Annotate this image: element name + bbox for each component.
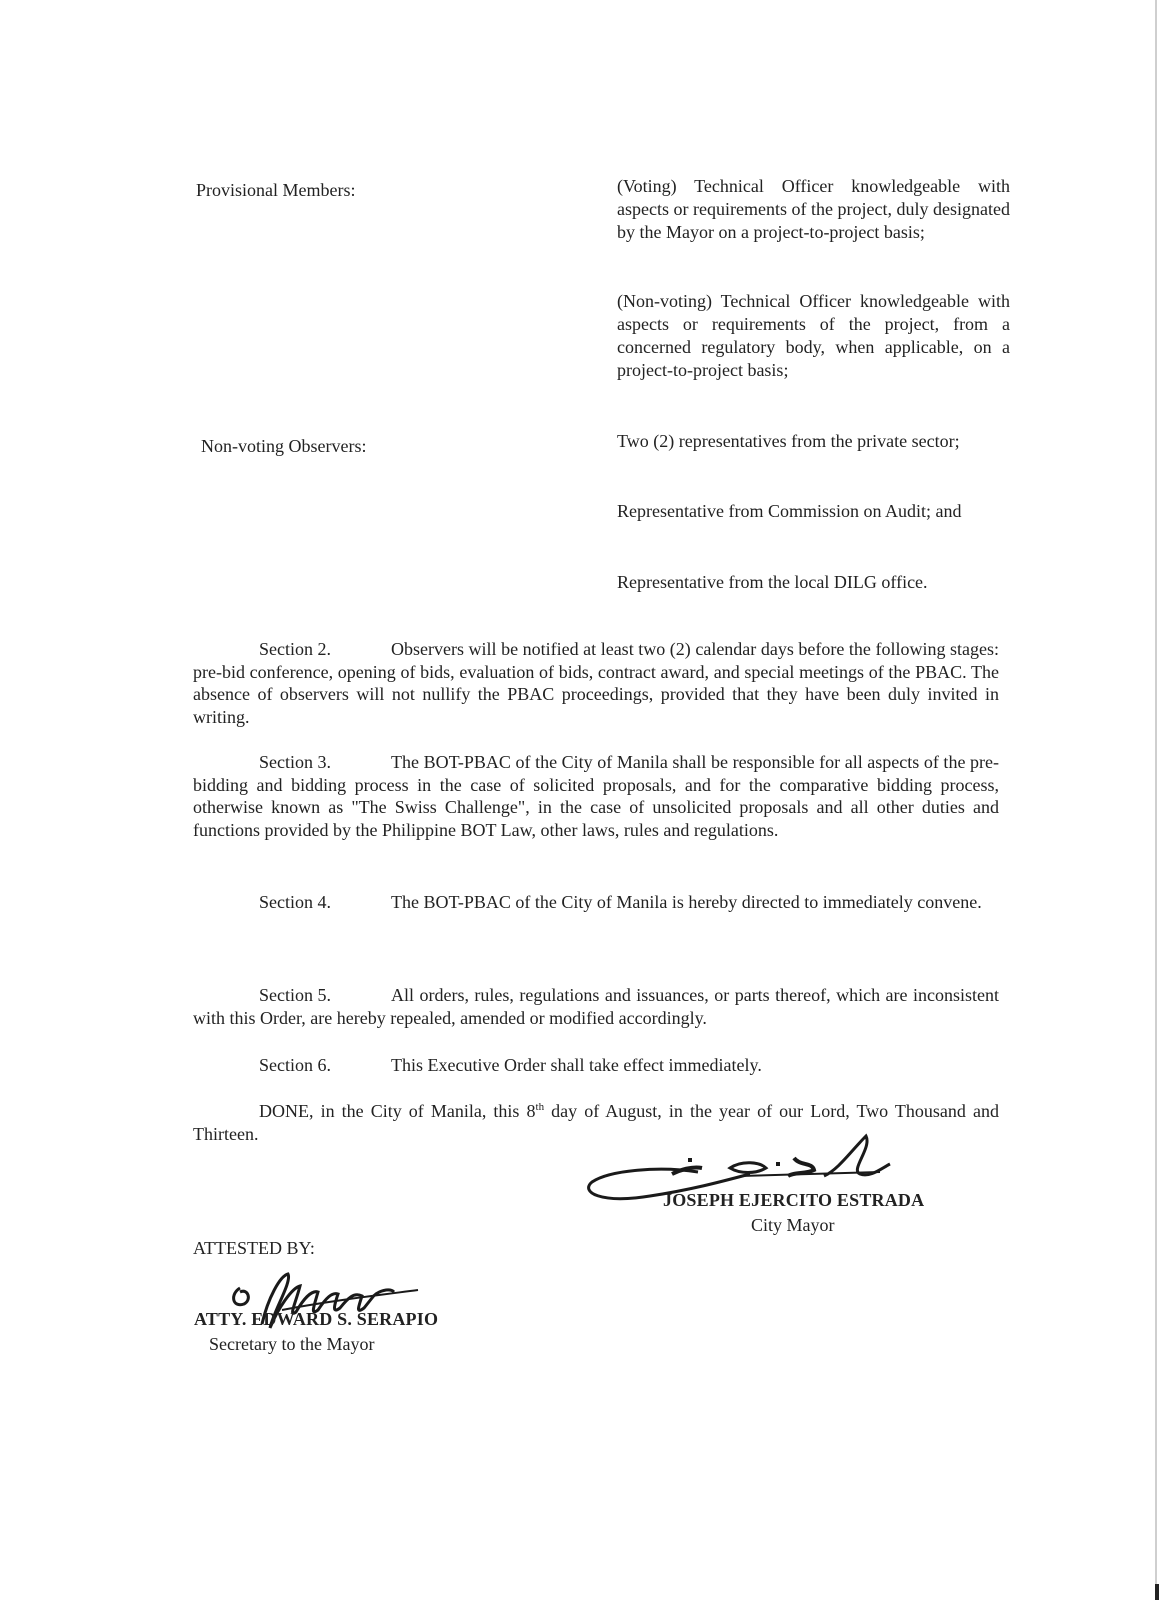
section-3-paragraph <box>193 751 999 841</box>
mayor-title: City Mayor <box>751 1215 835 1235</box>
section-5-paragraph <box>193 984 999 1029</box>
section-6-text: This Executive Order shall take effect immediately. <box>391 1055 762 1075</box>
section-4-paragraph <box>193 891 999 914</box>
done-clause: DONE, in the City of Manila, this 8th day of August, in the year of our Lord, Two Thousand and Thirteen. <box>193 1101 999 1144</box>
section-2-text: Observers will be notified at least two (2) calendar days before the following stages: pre-bid conference, opening of bids, evaluation of bids, contract award, and special meetings of the PBAC. The absence of observers will not nullify the PBAC proceedings, provided that they have been duly invited in writing. <box>193 639 999 727</box>
provisional-item-voting: (Voting) Technical Officer knowledgeable with aspects or requirements of the project, duly designated by the Mayor on a project-to-project basis; <box>617 176 1010 242</box>
secretary-name: ATTY. EDWARD S. SERAPIO <box>194 1309 439 1329</box>
section-6-paragraph <box>193 1054 999 1077</box>
observer-item-dilg: Representative from the local DILG office. <box>617 572 928 592</box>
attested-by-label: ATTESTED BY: <box>193 1238 315 1258</box>
section-2-label: Section 2. <box>259 639 331 659</box>
section-5-label: Section 5. <box>259 985 331 1005</box>
provisional-members-label: Provisional Members: <box>196 180 356 200</box>
section-5-text: All orders, rules, regulations and issuances, or parts thereof, which are inconsistent with this Order, are hereby repealed, amended or modified accordingly. <box>193 985 999 1028</box>
scan-edge-mark <box>1155 1584 1159 1600</box>
non-voting-observers-label: Non-voting Observers: <box>201 436 367 456</box>
mayor-name: JOSEPH EJERCITO ESTRADA <box>663 1190 925 1210</box>
observer-item-coa: Representative from Commission on Audit; and <box>617 501 962 521</box>
section-4-label: Section 4. <box>259 892 331 912</box>
scan-edge-line <box>1155 0 1157 1600</box>
provisional-item-non-voting: (Non-voting) Technical Officer knowledgeable with aspects or requirements of the project, from a concerned regulatory body, when applicable, on a project-to-project basis; <box>617 291 1010 380</box>
section-3-label: Section 3. <box>259 752 331 772</box>
secretary-title: Secretary to the Mayor <box>209 1334 375 1354</box>
observer-item-private-sector: Two (2) representatives from the private sector; <box>617 431 960 451</box>
section-2-paragraph <box>193 638 999 728</box>
section-3-text: The BOT-PBAC of the City of Manila shall be responsible for all aspects of the pre-bidding and bidding process in the case of solicited proposals, and for the comparative bidding process, otherwise known as "The Swiss Challenge", in the case of unsolicited proposals and all other duties and functions provided by the Philippine BOT Law, other laws, rules and regulations. <box>193 752 999 840</box>
section-6-label: Section 6. <box>259 1055 331 1075</box>
section-4-text: The BOT-PBAC of the City of Manila is hereby directed to immediately convene. <box>391 892 982 912</box>
